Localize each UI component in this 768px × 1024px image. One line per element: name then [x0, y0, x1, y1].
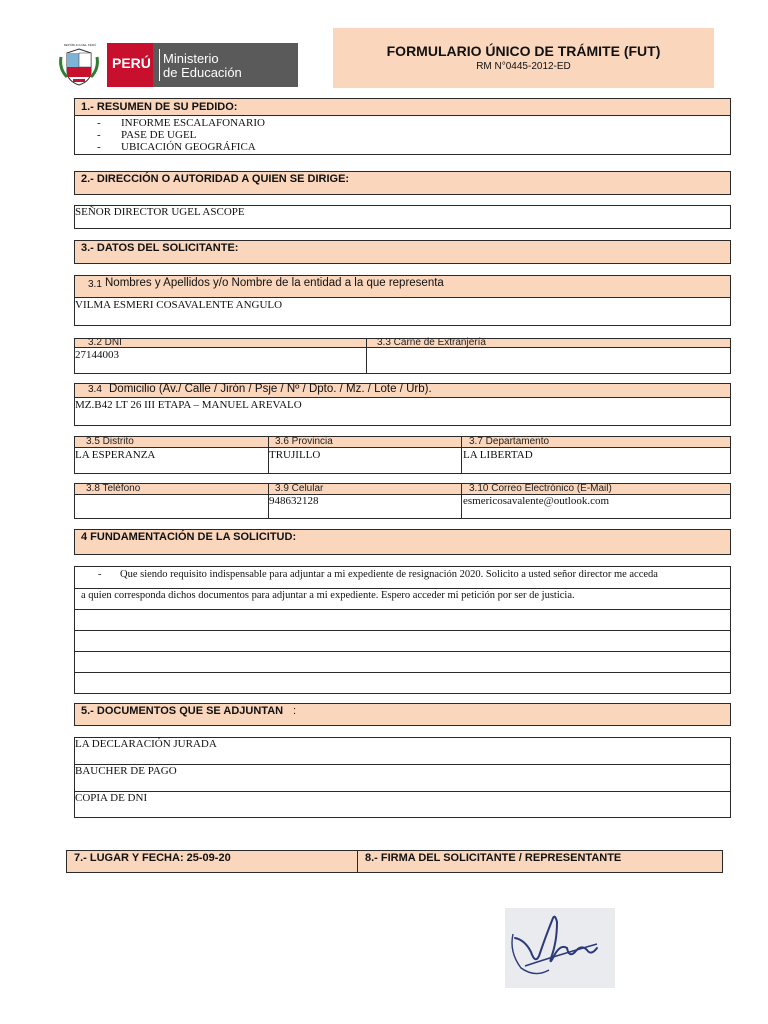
- location-row-labels: [74, 436, 731, 448]
- distrito-label: 3.5 Distrito: [86, 436, 134, 447]
- crest-caption: REPÚBLICA DEL PERÚ: [63, 43, 97, 47]
- list-item: INFORME ESCALAFONARIO: [121, 117, 265, 129]
- peru-label: PERÚ: [112, 55, 151, 71]
- list-item: BAUCHER DE PAGO: [75, 765, 177, 777]
- domicilio-label-num: 3.4: [88, 384, 102, 395]
- section2-header: 2.- DIRECCIÓN O AUTORIDAD A QUIEN SE DIRIGE:: [74, 171, 731, 195]
- dni-row-labels: [74, 338, 731, 348]
- provincia-label: 3.6 Provincia: [275, 436, 333, 447]
- departamento-value: LA LIBERTAD: [463, 449, 533, 461]
- list-item: COPIA DE DNI: [75, 792, 148, 804]
- name-value-box[interactable]: [74, 298, 731, 326]
- title-box: [333, 28, 714, 88]
- ministry-line2: de Educación: [163, 65, 242, 80]
- contact-divider-1: [268, 483, 269, 519]
- section1-items: [74, 116, 731, 155]
- signature-image: [505, 908, 615, 988]
- signature-header-box: [357, 850, 723, 873]
- section3-header: 3.- DATOS DEL SOLICITANTE:: [74, 240, 731, 264]
- domicilio-value-box[interactable]: [74, 398, 731, 426]
- name-value: VILMA ESMERI COSAVALENTE ANGULO: [75, 299, 283, 311]
- location-row-values: [74, 448, 731, 474]
- provincia-value: TRUJILLO: [269, 449, 321, 461]
- dni-label: 3.2 DNI: [88, 337, 122, 348]
- contact-divider-2: [461, 483, 462, 519]
- section5-docs[interactable]: [74, 737, 731, 818]
- peru-crest-icon: [55, 43, 103, 87]
- signature-text: [505, 908, 507, 909]
- name-label-box: [74, 275, 731, 298]
- location-divider-1: [268, 436, 269, 474]
- celular-label: 3.9 Celular: [275, 483, 324, 494]
- dni-divider: [366, 338, 367, 374]
- correo-label: 3.10 Correo Electrónico (E-Mail): [469, 483, 612, 494]
- celular-value: 948632128: [269, 495, 319, 507]
- list-item: PASE DE UGEL: [121, 129, 197, 141]
- section4-header: 4 FUNDAMENTACIÓN DE LA SOLICITUD:: [74, 529, 731, 555]
- section1-header: 1.- RESUMEN DE SU PEDIDO:: [74, 98, 731, 116]
- list-item: UBICACIÓN GEOGRÁFICA: [121, 141, 256, 153]
- list-item: -: [97, 141, 101, 153]
- contact-row-labels: [74, 483, 731, 495]
- justification-line2: a quien corresponda dichos documentos para adjuntar a mi expediente. Espero acceder mi petición por ser de justicia.: [81, 590, 575, 601]
- domicilio-label-box: [74, 383, 731, 398]
- name-label: Nombres y Apellidos y/o Nombre de la entidad a la que representa: [105, 277, 444, 289]
- form-subtitle: RM N°0445-2012-ED: [476, 61, 571, 72]
- bullet: -: [98, 569, 102, 580]
- section2-value-box[interactable]: [74, 205, 731, 229]
- justification-line1: Que siendo requisito indispensable para adjuntar a mi expediente de resignación 2020. Solicito a usted señor director me acceda: [120, 569, 658, 580]
- telefono-label: 3.8 Teléfono: [86, 483, 141, 494]
- ministry-name-block: [153, 43, 298, 87]
- departamento-label: 3.7 Departamento: [469, 436, 550, 447]
- list-item: -: [97, 117, 101, 129]
- ministry-logo: [55, 43, 298, 87]
- name-label-num: 3.1: [88, 279, 102, 290]
- list-item: LA DECLARACIÓN JURADA: [75, 738, 217, 750]
- domicilio-value: MZ.B42 LT 26 III ETAPA – MANUEL AREVALO: [75, 399, 302, 411]
- distrito-value: LA ESPERANZA: [75, 449, 156, 461]
- section5-header: 5.- DOCUMENTOS QUE SE ADJUNTAN :: [74, 703, 731, 726]
- signature-header: 8.- FIRMA DEL SOLICITANTE / REPRESENTANTE: [365, 852, 622, 864]
- list-item: -: [97, 129, 101, 141]
- signature-icon: [505, 908, 615, 988]
- location-divider-2: [461, 436, 462, 474]
- form-title: FORMULARIO ÚNICO DE TRÁMITE (FUT): [386, 43, 661, 59]
- section4-body[interactable]: [74, 566, 731, 694]
- place-date-box: [66, 850, 358, 873]
- correo-value: esmericosavalente@outlook.com: [463, 495, 610, 507]
- carne-label: 3.3 Carne de Extranjería: [377, 337, 486, 348]
- contact-row-values: [74, 495, 731, 519]
- place-date: 7.- LUGAR Y FECHA: 25-09-20: [74, 852, 231, 864]
- authority-value: SEÑOR DIRECTOR UGEL ASCOPE: [75, 206, 245, 218]
- dni-row-values: [74, 348, 731, 374]
- domicilio-label: Domicilio (Av./ Calle / Jirón / Psje / Nº / Dpto. / Mz. / Lote / Urb).: [109, 383, 432, 395]
- dni-value: 27144003: [75, 349, 119, 361]
- ministry-line1: Ministerio: [163, 51, 219, 66]
